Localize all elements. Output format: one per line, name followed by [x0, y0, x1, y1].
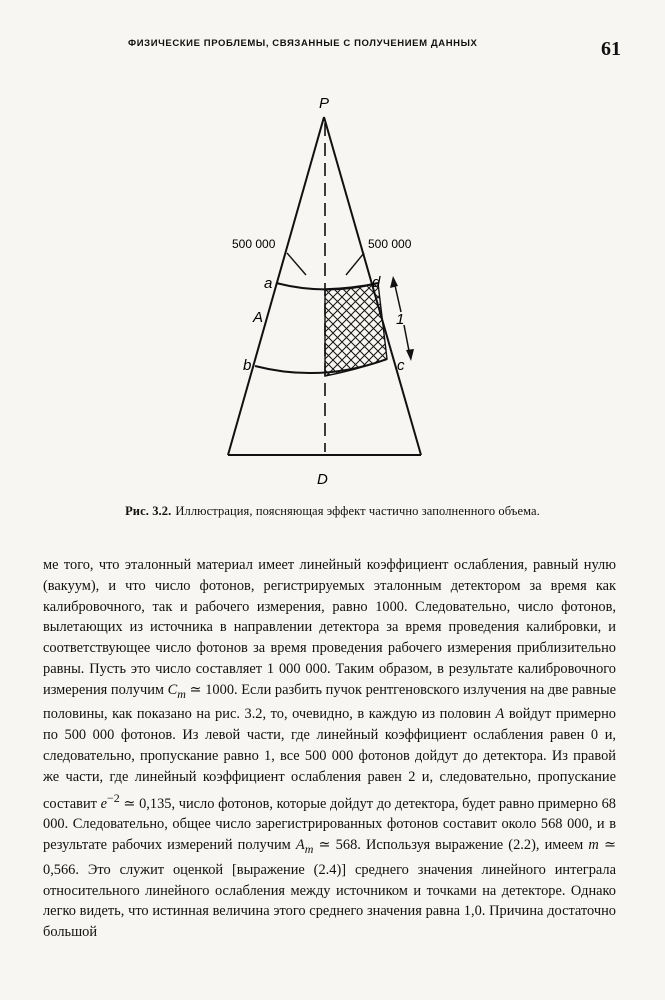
text-segment: ≃ 568. Используя выражение (2.2), имеем	[313, 837, 589, 854]
math-var: m	[588, 837, 599, 854]
label-c: c	[397, 357, 405, 374]
leader-left	[287, 253, 306, 275]
cone-left-edge	[228, 117, 324, 455]
label-D: D	[317, 471, 328, 488]
math-exponent: −2	[107, 790, 120, 805]
text-segment: ме того, что эталонный материал имеет линейный коэффициент ослабления, равный нулю (вакуум), и что число фотонов, регистрируемых эталонным детектором за время как калибровочного, так и рабочего измерения, равно 1000. Следовательно, число фотонов, вылетающих из источника в направлении детектора за время проведения калибровки, и соответствующее число фотонов за время проведения рабочего измерения приблизительно равны. Пусть это число составляет 1 000 000. Таким образом, в результате калибровочного измерения получим	[43, 557, 616, 698]
label-b: b	[243, 357, 252, 374]
running-head: ФИЗИЧЕСКИЕ ПРОБЛЕМЫ, СВЯЗАННЫЕ С ПОЛУЧЕНИЕМ ДАННЫХ	[128, 38, 478, 49]
arrow-up-head	[390, 276, 398, 288]
caption-number: Рис. 3.2.	[125, 504, 172, 518]
label-a: a	[264, 275, 273, 292]
math-sub: m	[304, 841, 314, 856]
text-segment: войдут примерно по 500 000 фотонов. Из левой части, где линейный коэффициент ослабления равен 0 и, следовательно, пропускание равно 1, все 500 000 фотонов дойдут до детектора. Из правой же части, где линейный коэффициент ослабления равен 2 и, следовательно, пропускание составит	[43, 706, 617, 812]
math-sub: m	[177, 686, 186, 701]
leader-right	[346, 253, 364, 275]
math-var: A	[295, 837, 305, 854]
text-segment: ≃ 0,566. Это служит оценкой [выражение (2.4)] среднего значения линейного интеграла относительного линейного ослабления между источником и точками на детекторе. Однако легко видеть, что истинная величина этого среднего значения равна 1,0. Причина достаточно большой	[43, 837, 616, 941]
figure-caption	[0, 504, 665, 519]
math-var: e	[100, 795, 107, 812]
arrow-down-head	[406, 349, 414, 361]
label-right-count: 500 000	[368, 237, 412, 251]
text-segment: ≃ 0,135, число фотонов, которые дойдут до детектора, будет равно примерно 68 000. Следовательно, общее число зарегистрированных фотонов составит около 568 000, и в результате рабочих измерений получим	[43, 795, 616, 854]
math-var: A	[495, 706, 505, 723]
label-left-count: 500 000	[232, 237, 276, 251]
text-segment: ≃ 1000. Если разбить пучок рентгеновского излучения на две равные половины, как показано на рис. 3.2, то, очевидно, в каждую из половин	[43, 681, 616, 723]
label-P: P	[319, 95, 330, 112]
body-text	[43, 555, 616, 943]
label-d: d	[372, 274, 381, 291]
label-one: 1	[396, 311, 405, 328]
math-var: C	[167, 681, 178, 698]
body-paragraph	[43, 555, 616, 943]
page-number: 61	[601, 38, 621, 60]
caption-text: Иллюстрация, поясняющая эффект частично заполненного объема.	[175, 504, 540, 518]
label-A: A	[253, 309, 264, 326]
